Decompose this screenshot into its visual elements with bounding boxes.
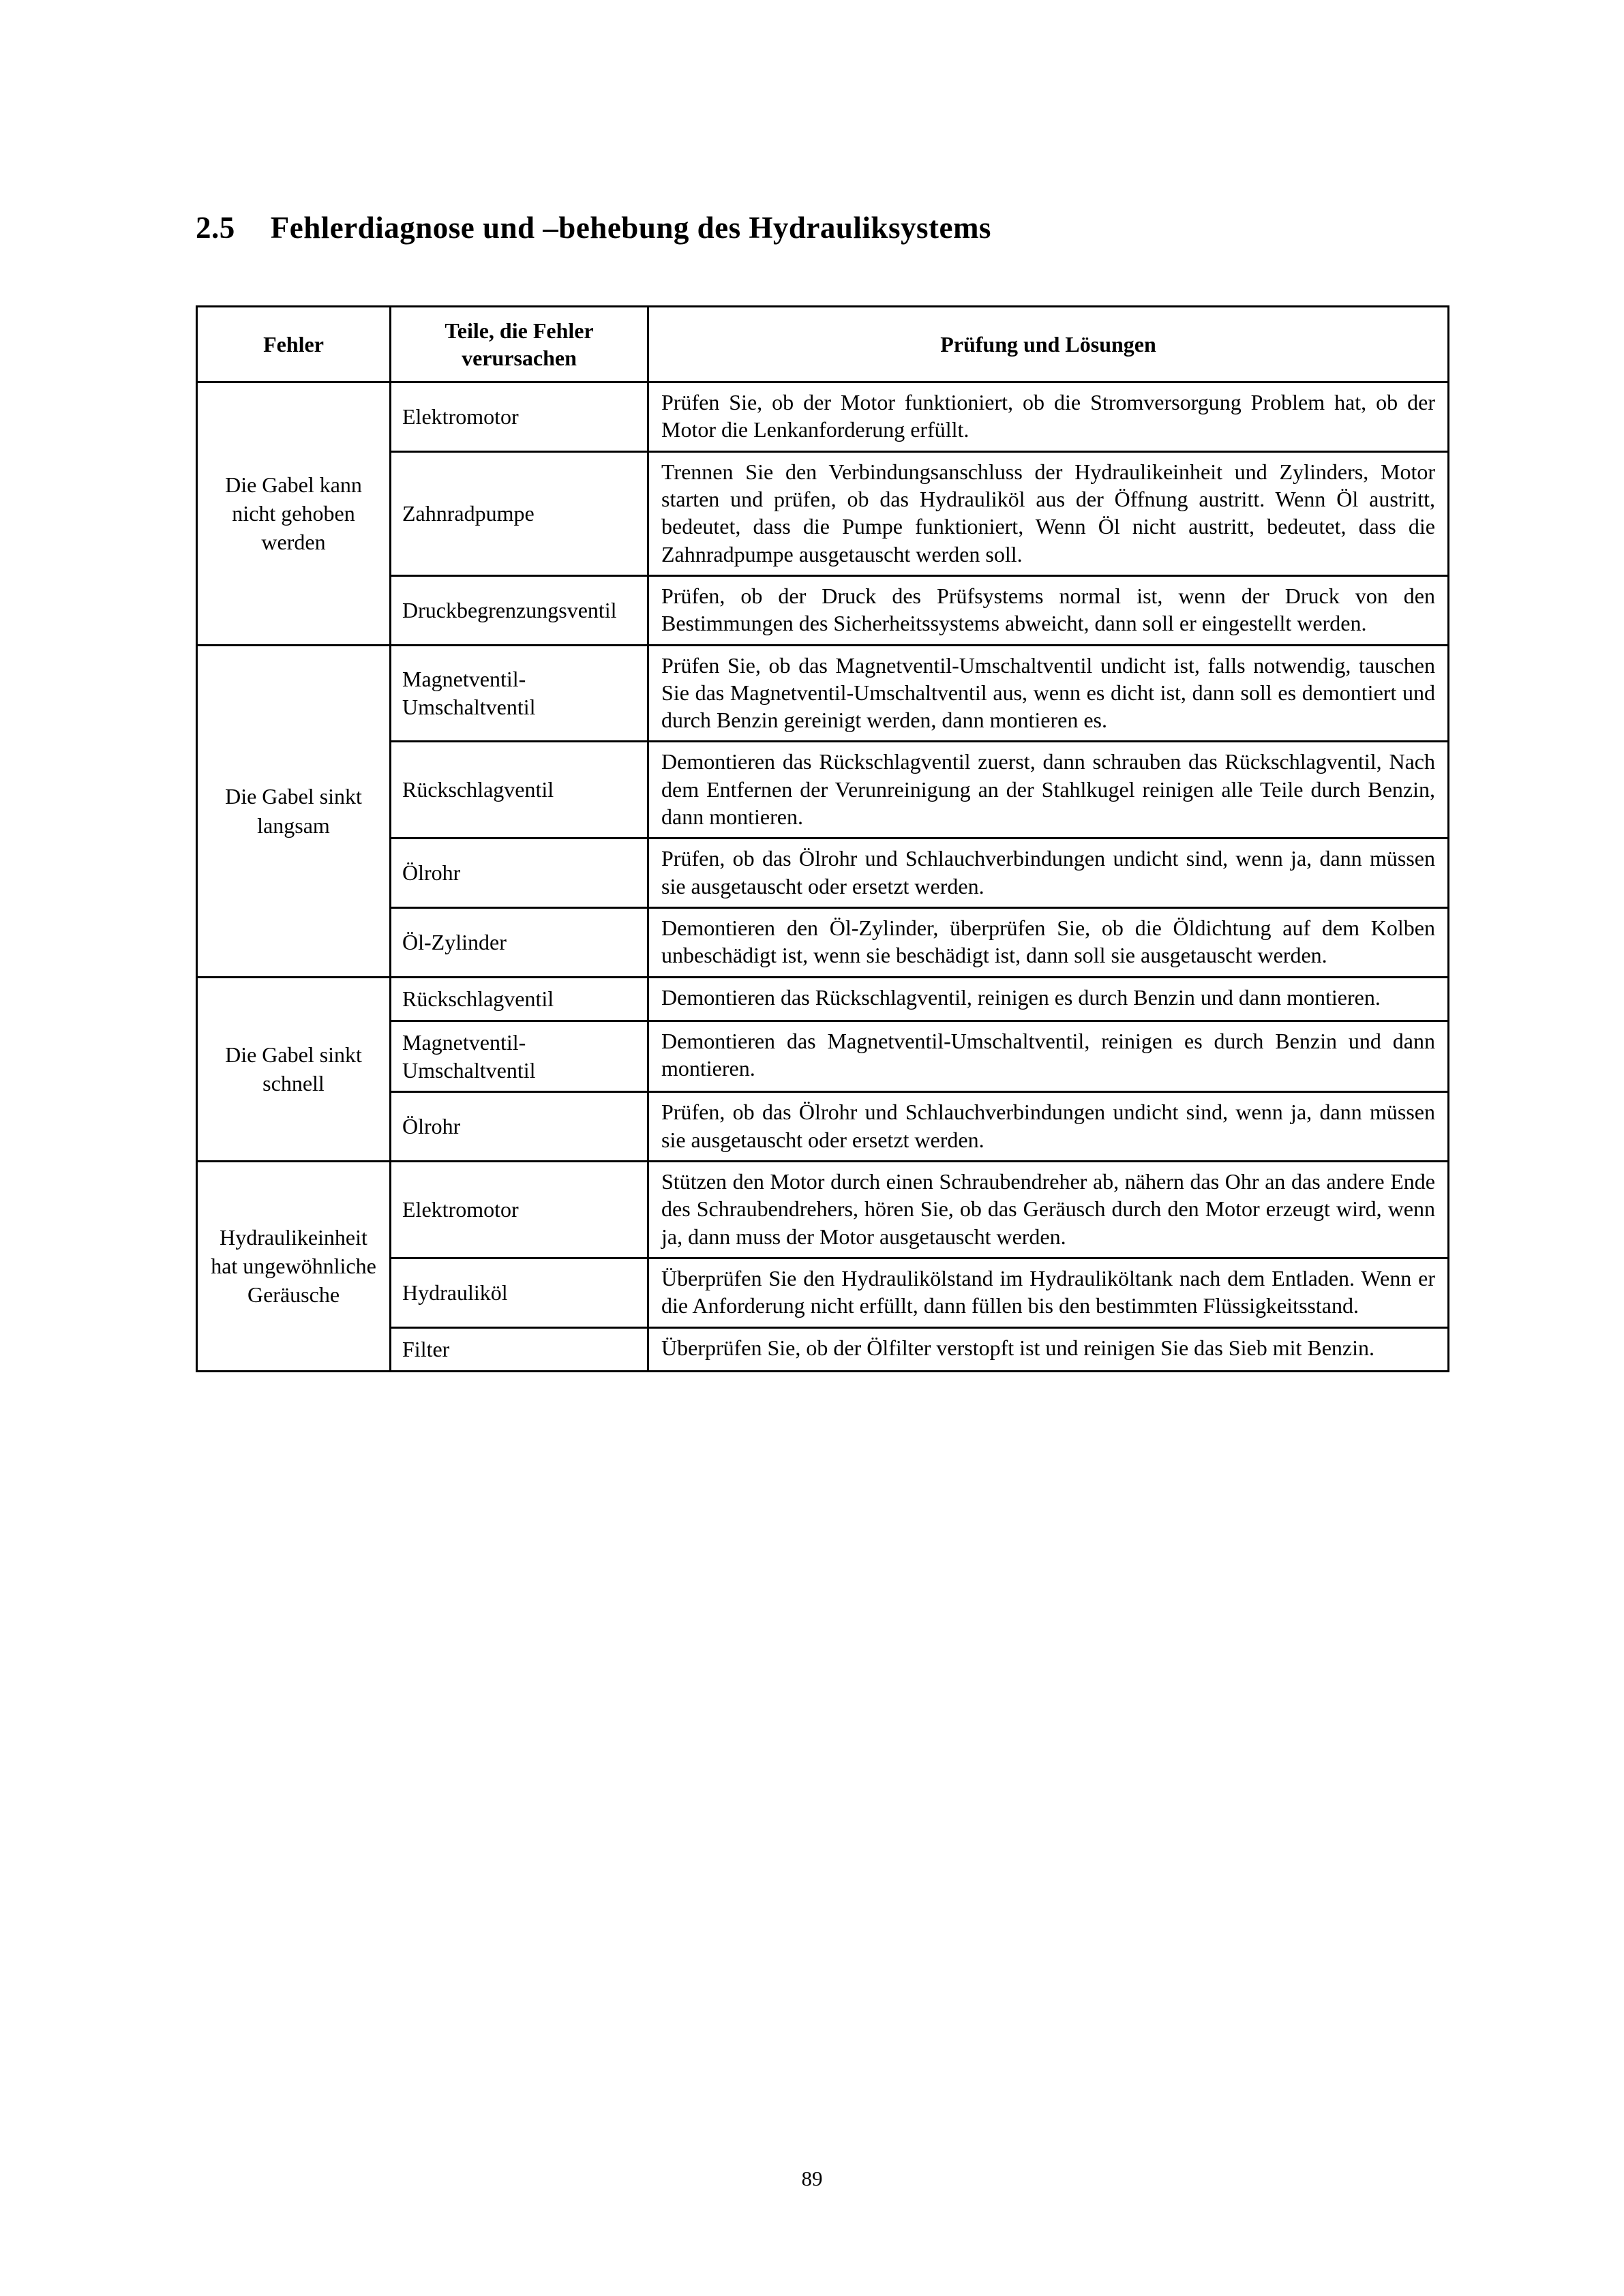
part-cell: Öl-Zylinder [391,908,648,978]
section-number: 2.5 [196,211,235,245]
solution-cell: Trennen Sie den Verbindungsanschluss der Hydraulikeinheit und Zylinders, Motor starten und prüfen, ob das Hydrauliköl aus der Öffnung austritt. Wenn Öl austritt, bedeutet, dass die Pumpe funktioniert, Wenn Öl nicht austritt, bedeutet, dass die Zahnradpumpe ausgetauscht werden soll. [648,451,1449,575]
part-cell: Filter [391,1327,648,1371]
fault-cell: Die Gabel sinkt langsam [197,645,391,977]
col-header-fehler: Fehler [197,307,391,382]
solution-cell: Demontieren das Magnetventil-Umschaltventil, reinigen es durch Benzin und dann montieren. [648,1021,1449,1092]
solution-cell: Überprüfen Sie den Hydraulikölstand im Hydrauliköltank nach dem Entladen. Wenn er die Anforderung nicht erfüllt, dann füllen bis den bestimmten Flüssigkeitsstand. [648,1258,1449,1328]
col-header-pruefung: Prüfung und Lösungen [648,307,1449,382]
part-cell: Rückschlagventil [391,977,648,1021]
section-heading [196,210,991,245]
part-cell: Magnetventil-Umschaltventil [391,1021,648,1092]
part-cell: Ölrohr [391,839,648,908]
solution-cell: Stützen den Motor durch einen Schraubendreher ab, nähern das Ohr an das andere Ende des Schraubendrehers, hören Sie, ob das Geräusch durch den Motor erzeugt wird, wenn ja, dann muss der Motor ausgetauscht werden. [648,1162,1449,1258]
part-cell: Elektromotor [391,1162,648,1258]
solution-cell: Überprüfen Sie, ob der Ölfilter verstopft ist und reinigen Sie das Sieb mit Benzin. [648,1327,1449,1371]
part-cell: Elektromotor [391,382,648,452]
fault-cell: Die Gabel sinkt schnell [197,977,391,1161]
troubleshooting-table [196,305,1449,1372]
fault-cell: Hydraulikeinheit hat ungewöhnliche Geräusche [197,1162,391,1372]
solution-cell: Demontieren das Rückschlagventil zuerst, dann schrauben das Rückschlagventil, Nach dem Entfernen der Verunreinigung an der Stahlkugel reinigen alle Teile durch Benzin, dann montieren. [648,742,1449,839]
fault-cell: Die Gabel kann nicht gehoben werden [197,382,391,646]
part-cell: Zahnradpumpe [391,451,648,575]
solution-cell: Prüfen Sie, ob der Motor funktioniert, ob die Stromversorgung Problem hat, ob der Motor die Lenkanforderung erfüllt. [648,382,1449,452]
section-title: Fehlerdiagnose und –behebung des Hydrauliksystems [270,211,991,245]
part-cell: Magnetventil-Umschaltventil [391,645,648,742]
solution-cell: Prüfen, ob das Ölrohr und Schlauchverbindungen undicht sind, wenn ja, dann müssen sie ausgetauscht oder ersetzt werden. [648,839,1449,908]
part-cell: Hydrauliköl [391,1258,648,1328]
table-header-row [197,307,1449,382]
table-row [197,382,1449,452]
table-row [197,977,1449,1021]
solution-cell: Prüfen, ob der Druck des Prüfsystems normal ist, wenn der Druck von den Bestimmungen des Sicherheitssystems abweicht, dann soll er eingestellt werden. [648,575,1449,645]
part-cell: Rückschlagventil [391,742,648,839]
solution-cell: Demontieren den Öl-Zylinder, überprüfen Sie, ob die Öldichtung auf dem Kolben unbeschädigt ist, wenn sie beschädigt ist, dann soll sie ausgetauscht werden. [648,908,1449,978]
col-header-teile: Teile, die Fehler verursachen [391,307,648,382]
solution-cell: Prüfen Sie, ob das Magnetventil-Umschaltventil undicht ist, falls notwendig, tauschen Sie das Magnetventil-Umschaltventil aus, wenn es dicht ist, dann soll es demontiert und durch Benzin gereinigt werden, dann montieren es. [648,645,1449,742]
part-cell: Druckbegrenzungsventil [391,575,648,645]
table-row [197,645,1449,742]
table-row [197,1162,1449,1258]
solution-cell: Prüfen, ob das Ölrohr und Schlauchverbindungen undicht sind, wenn ja, dann müssen sie ausgetauscht oder ersetzt werden. [648,1092,1449,1162]
part-cell: Ölrohr [391,1092,648,1162]
page-number: 89 [801,2166,823,2190]
solution-cell: Demontieren das Rückschlagventil, reinigen es durch Benzin und dann montieren. [648,977,1449,1021]
